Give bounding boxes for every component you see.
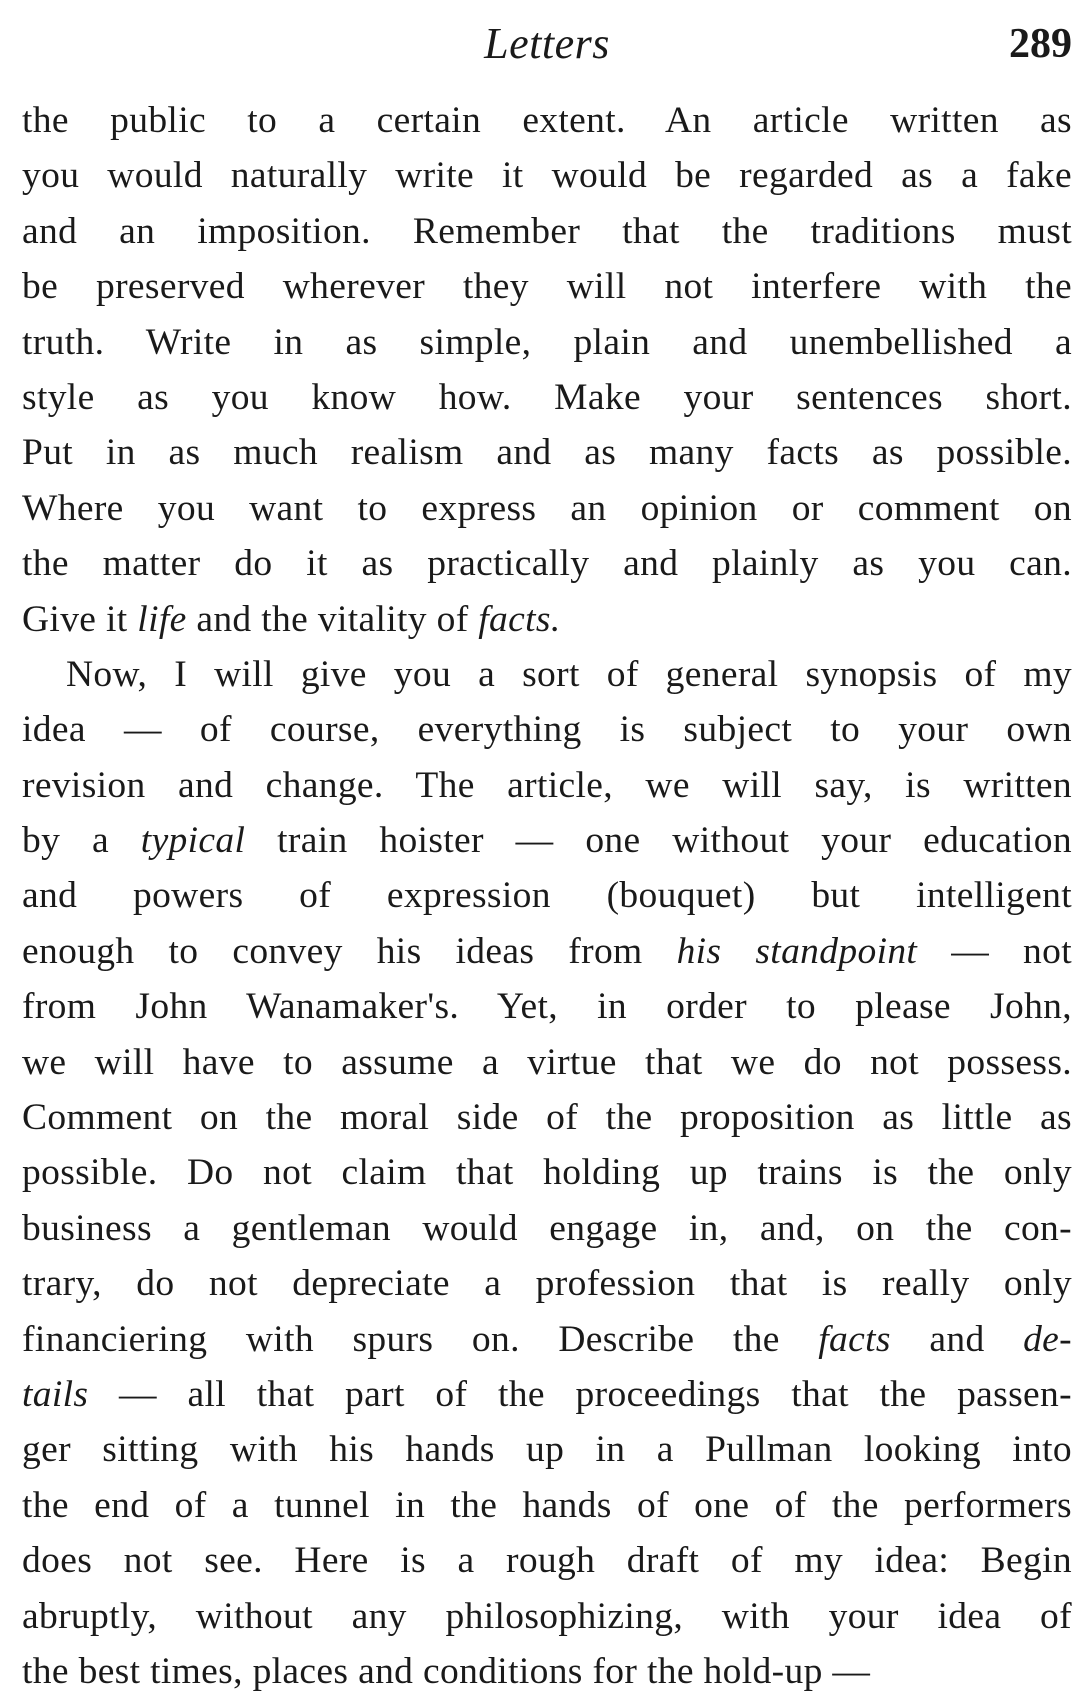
- text-line: [22, 536, 1072, 591]
- text-segment: the matter do it as practically and plainly as you can.: [22, 543, 1072, 585]
- text-line: [22, 481, 1072, 536]
- text-line: [22, 979, 1072, 1034]
- text-line: [22, 702, 1072, 757]
- text-segment: does not see. Here is a rough draft of my idea: Begin: [22, 1540, 1072, 1582]
- text-segment: the end of a tunnel in the hands of one of the performers: [22, 1484, 1072, 1526]
- text-segment: Give it: [22, 598, 138, 640]
- text-segment: abruptly, without any philosophizing, with your idea of: [22, 1595, 1072, 1637]
- text-segment: by a: [22, 820, 141, 862]
- text-line: [22, 647, 1072, 702]
- text-segment: from John Wanamaker's. Yet, in order to please John,: [22, 986, 1072, 1028]
- text-segment: Comment on the moral side of the proposition as little as: [22, 1097, 1072, 1139]
- text-segment: and an imposition. Remember that the traditions must: [22, 210, 1072, 252]
- text-line: [22, 148, 1072, 203]
- text-segment: business a gentleman would engage in, and, on the con-: [22, 1207, 1072, 1249]
- text-line: [22, 1256, 1072, 1311]
- text-line: [22, 592, 1072, 647]
- book-page: [22, 0, 1072, 1702]
- italic-text: tails: [22, 1373, 89, 1415]
- text-segment: enough to convey his ideas from: [22, 930, 677, 972]
- text-segment: and powers of expression (bouquet) but intelligent: [22, 875, 1072, 917]
- italic-text: de-: [1023, 1318, 1072, 1360]
- text-segment: we will have to assume a virtue that we do not possess.: [22, 1041, 1072, 1083]
- text-line: [22, 315, 1072, 370]
- body-text: [22, 93, 1072, 1699]
- text-line: [22, 868, 1072, 923]
- text-line: [22, 813, 1072, 868]
- text-segment: be preserved wherever they will not interfere with the: [22, 266, 1072, 308]
- text-line: [22, 204, 1072, 259]
- text-segment: — all that part of the proceedings that the passen-: [88, 1373, 1072, 1415]
- text-line: [22, 1589, 1072, 1644]
- text-segment: — not: [917, 930, 1073, 972]
- italic-text: facts.: [478, 598, 561, 640]
- text-line: [22, 1090, 1072, 1145]
- text-segment: and the vitality of: [186, 598, 479, 640]
- italic-text: typical: [140, 820, 246, 862]
- text-segment: and: [890, 1318, 1024, 1360]
- text-line: [22, 1312, 1072, 1367]
- text-line: [22, 370, 1072, 425]
- text-line: [22, 93, 1072, 148]
- text-line: [22, 758, 1072, 813]
- text-line: [22, 425, 1072, 480]
- text-line: [22, 1533, 1072, 1588]
- italic-text: life: [137, 598, 187, 640]
- italic-text: facts: [818, 1318, 891, 1360]
- text-line: [22, 924, 1072, 979]
- text-segment: Where you want to express an opinion or comment on: [22, 487, 1072, 529]
- running-head: [22, 14, 1072, 74]
- text-line: [22, 1201, 1072, 1256]
- text-line: [22, 1145, 1072, 1200]
- text-line: [22, 259, 1072, 314]
- text-segment: trary, do not depreciate a profession that is really only: [22, 1263, 1072, 1305]
- text-segment: Put in as much realism and as many facts as possible.: [22, 432, 1072, 474]
- running-title: Letters: [484, 19, 610, 68]
- text-segment: the best times, places and conditions for the hold-up —: [22, 1650, 871, 1692]
- page-number: 289: [1009, 21, 1072, 67]
- text-line: [22, 1367, 1072, 1422]
- text-segment: style as you know how. Make your sentences short.: [22, 376, 1072, 418]
- text-segment: revision and change. The article, we will say, is written: [22, 764, 1072, 806]
- text-segment: possible. Do not claim that holding up trains is the only: [22, 1152, 1072, 1194]
- text-segment: you would naturally write it would be regarded as a fake: [22, 155, 1072, 197]
- text-segment: idea — of course, everything is subject to your own: [22, 709, 1072, 751]
- text-segment: truth. Write in as simple, plain and unembellished a: [22, 321, 1072, 363]
- text-line: [22, 1478, 1072, 1533]
- text-segment: ger sitting with his hands up in a Pullman looking into: [22, 1429, 1072, 1471]
- italic-text: his standpoint: [676, 930, 918, 972]
- text-segment: financiering with spurs on. Describe the: [22, 1318, 819, 1360]
- text-segment: Now, I will give you a sort of general synopsis of my: [66, 653, 1072, 695]
- text-line: [22, 1644, 1072, 1699]
- text-line: [22, 1422, 1072, 1477]
- text-line: [22, 1035, 1072, 1090]
- text-segment: the public to a certain extent. An article written as: [22, 100, 1072, 141]
- text-segment: train hoister — one without your education: [245, 820, 1072, 862]
